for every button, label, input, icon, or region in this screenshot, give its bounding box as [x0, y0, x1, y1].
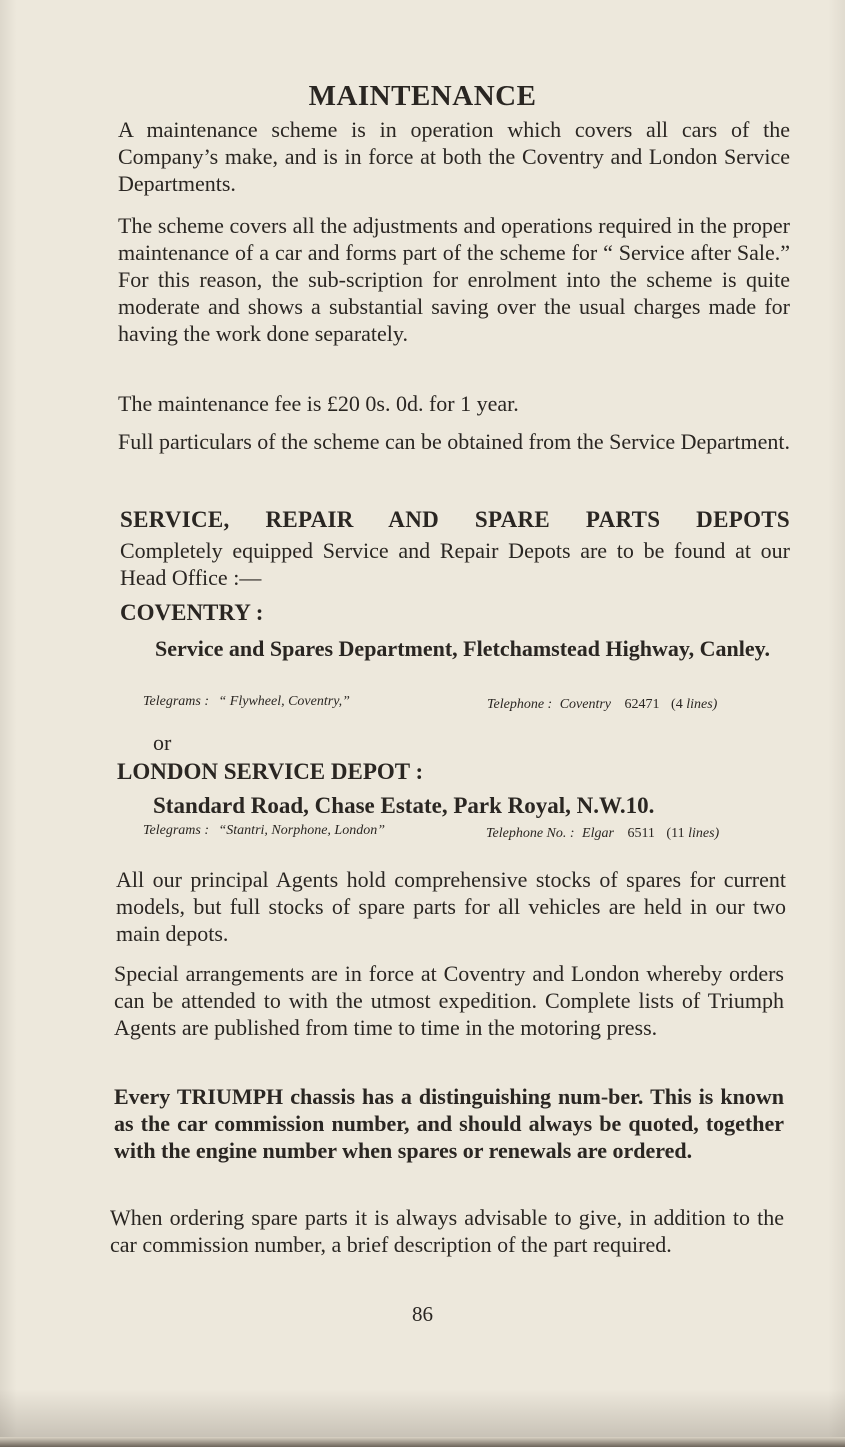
- maintenance-heading: MAINTENANCE: [308, 80, 537, 112]
- maintenance-paragraph-1: A maintenance scheme is in operation which covers all cars of the Company’s make, and is in force at both the Coventry and London Service Departments.: [118, 117, 790, 196]
- depots-intro: Completely equipped Service and Repair Depots are to be found at our Head Office :—: [120, 538, 790, 590]
- london-heading: LONDON SERVICE DEPOT :: [117, 759, 424, 784]
- spares-paragraph-2: Special arrangements are in force at Coventry and London whereby orders can be attended to with the utmost expedition. Complete lists of Triumph Agents are published from time to time in the motoring press.: [114, 961, 784, 1040]
- spares-paragraph-1: All our principal Agents hold comprehensive stocks of spares for current models, but full stocks of spare parts for all vehicles are held in our two main depots.: [116, 867, 786, 946]
- spares-paragraph-4: When ordering spare parts it is always advisable to give, in addition to the car commission number, a brief description of the part required.: [110, 1205, 784, 1257]
- maintenance-fee: The maintenance fee is £20 0s. 0d. for 1 year.: [118, 391, 519, 416]
- telephone-label: Telephone :: [487, 697, 553, 712]
- telegrams-value: “ Flywheel, Coventry,”: [218, 694, 350, 709]
- telephone-place: Elgar: [582, 826, 614, 841]
- page-number: 86: [412, 1302, 433, 1326]
- coventry-telephone: [487, 697, 717, 713]
- telegrams-value: “Stantri, Norphone, London”: [218, 823, 385, 838]
- london-telephone: [486, 826, 719, 842]
- coventry-address: Service and Spares Department, Fletchamstead Highway, Canley.: [155, 636, 770, 661]
- telephone-lines: (4: [671, 697, 683, 712]
- or-text: or: [153, 730, 172, 755]
- coventry-heading: COVENTRY :: [120, 600, 264, 625]
- page-edge: [0, 1437, 845, 1447]
- telegrams-label: Telegrams :: [143, 694, 209, 709]
- telephone-number: 62471: [624, 697, 660, 712]
- telephone-lines: (11: [666, 826, 685, 841]
- telephone-label: Telephone No. :: [486, 826, 575, 841]
- telephone-lines-word: lines): [688, 826, 720, 841]
- telephone-number: 6511: [627, 826, 655, 841]
- london-address: Standard Road, Chase Estate, Park Royal, N.W.10.: [153, 793, 655, 818]
- london-telegrams: [143, 823, 385, 839]
- maintenance-paragraph-2: The scheme covers all the adjustments and operations required in the proper maintenance of a car and forms part of the scheme for “ Service after Sale.” For this reason, the sub-scription for enrolment into the scheme is quite moderate and shows a substantial saving over the usual charges made for having the work done separately.: [118, 213, 790, 346]
- telephone-lines-word: lines): [686, 697, 718, 712]
- commission-number-paragraph: Every TRIUMPH chassis has a distinguishing num-ber. This is known as the car commission number, and should always be quoted, together with the engine number when spares or renewals are ordered.: [114, 1084, 784, 1163]
- telegrams-label: Telegrams :: [143, 823, 209, 838]
- coventry-telegrams: [143, 694, 350, 710]
- maintenance-paragraph-4: Full particulars of the scheme can be obtained from the Service Department.: [118, 429, 790, 454]
- telephone-place: Coventry: [559, 697, 612, 712]
- depots-heading: SERVICE, REPAIR AND SPARE PARTS DEPOTS: [120, 507, 790, 532]
